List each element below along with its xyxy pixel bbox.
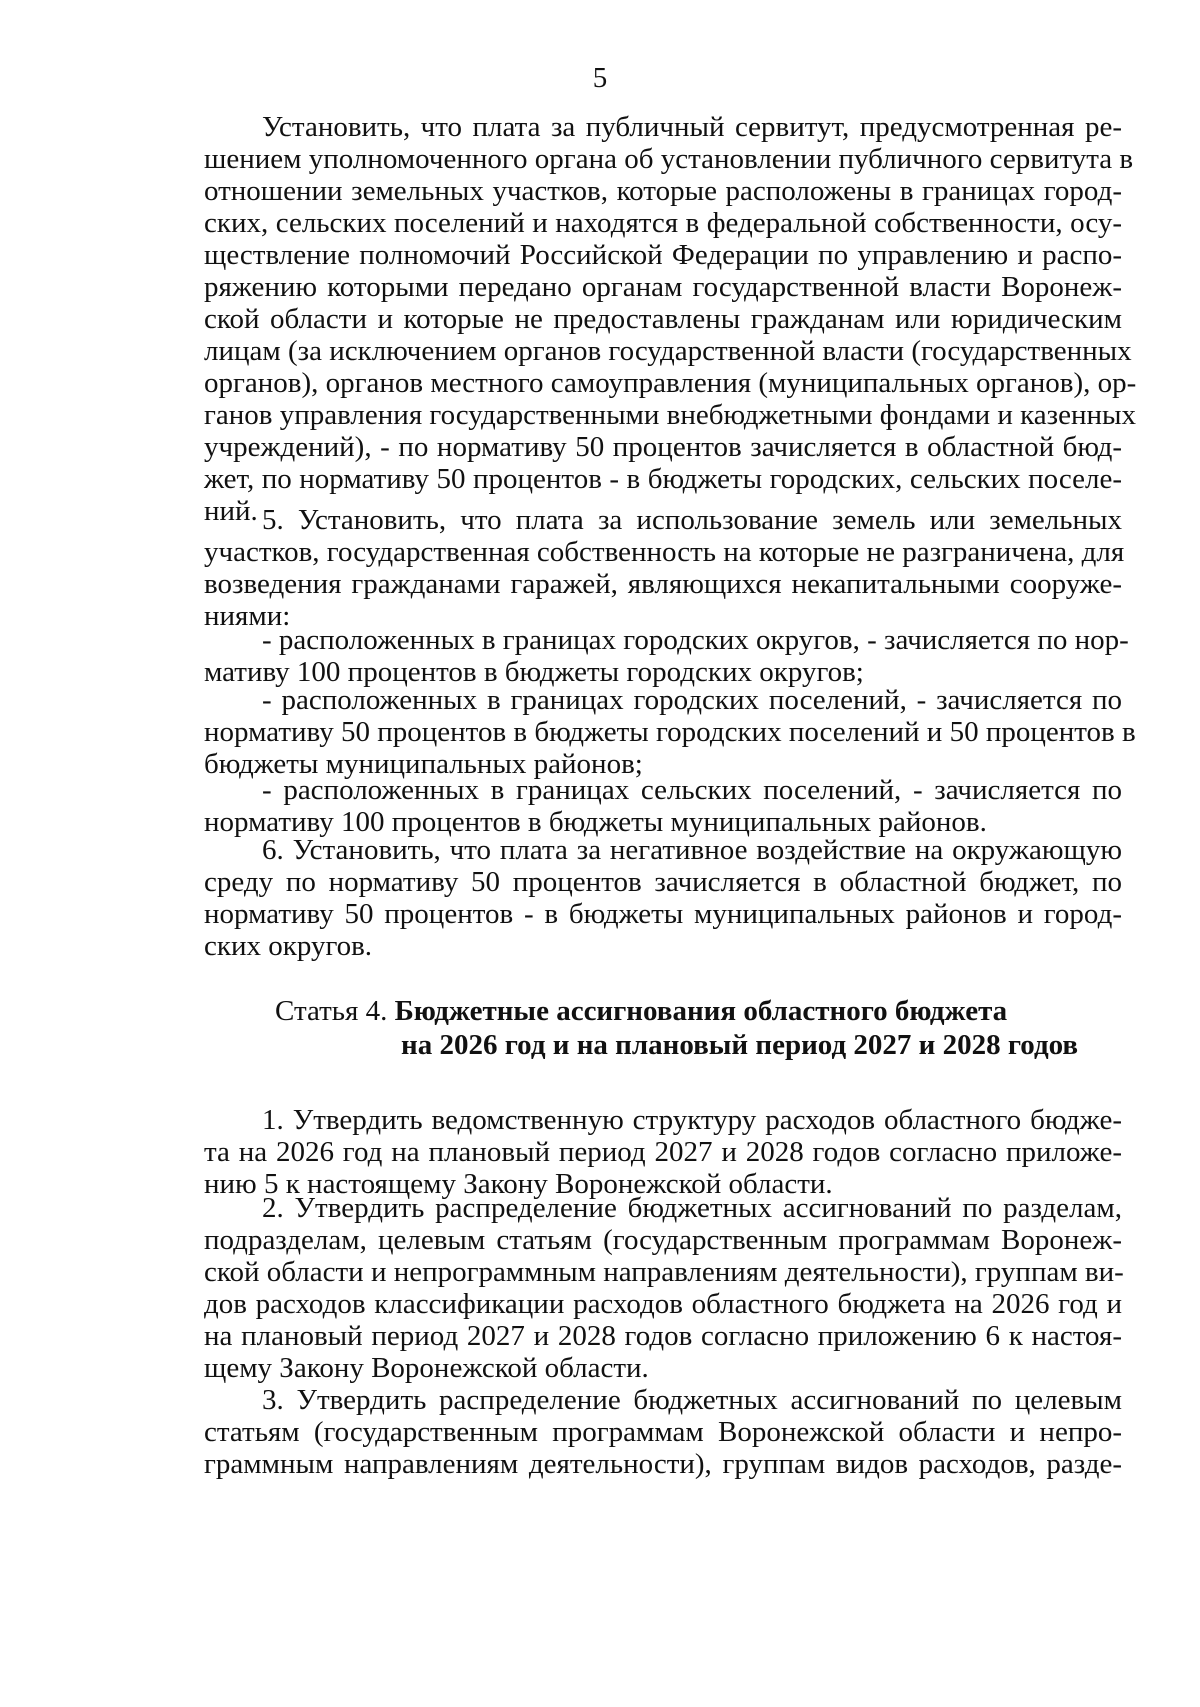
- article-heading-line2: [0, 1028, 1200, 1062]
- text-line: граммным направлениям деятельности), группам видов расходов, разде-: [204, 1448, 1122, 1480]
- text-line: ниями:: [204, 600, 291, 632]
- text-line: ществление полномочий Российской Федерации по управлению и распо-: [204, 239, 1122, 271]
- article-title-line1: Бюджетные ассигнования областного бюджета: [394, 995, 1008, 1027]
- text-line: 2. Утвердить распределение бюджетных ассигнований по разделам,: [262, 1192, 1122, 1224]
- page-number: 5: [592, 62, 608, 94]
- text-line: среду по нормативу 50 процентов зачисляется в областной бюджет, по: [204, 866, 1122, 898]
- article-heading-line1: [0, 994, 1200, 1028]
- text-line: ганов управления государственными внебюджетными фондами и казенных: [204, 399, 1136, 431]
- item-5: [204, 504, 1125, 632]
- text-line: та на 2026 год на плановый период 2027 и 2028 годов согласно приложе-: [204, 1136, 1122, 1168]
- text-line: на плановый период 2027 и 2028 годов согласно приложению 6 к настоя-: [204, 1320, 1122, 1352]
- text-line: участков, государственная собственность на которые не разграничена, для: [204, 536, 1125, 568]
- text-line: дов расходов классификации расходов областного бюджета на 2026 год и: [204, 1288, 1122, 1320]
- text-line: - расположенных в границах городских округов, - зачисляется по нор-: [262, 624, 1129, 656]
- text-line: статьям (государственным программам Воронежской области и непро-: [204, 1416, 1122, 1448]
- text-line: шением уполномоченного органа об установлении публичного сервитута в: [204, 143, 1134, 175]
- item-5-sub-1: [204, 624, 1129, 688]
- text-line: нормативу 100 процентов в бюджеты муниципальных районов.: [204, 806, 987, 838]
- text-line: - расположенных в границах сельских поселений, - зачисляется по: [262, 774, 1122, 806]
- item-6: [204, 834, 1122, 962]
- article-item-2: [204, 1192, 1122, 1384]
- text-line: щему Закону Воронежской области.: [204, 1352, 649, 1384]
- text-line: отношении земельных участков, которые расположены в границах город-: [204, 175, 1122, 207]
- text-line: ской области и непрограммным направлениям деятельности), группам ви-: [204, 1256, 1124, 1288]
- text-line: ской области и которые не предоставлены гражданам или юридическим: [204, 303, 1122, 335]
- text-line: бюджеты муниципальных районов;: [204, 748, 643, 780]
- text-line: мативу 100 процентов в бюджеты городских округов;: [204, 656, 864, 688]
- text-line: - расположенных в границах городских поселений, - зачисляется по: [262, 684, 1122, 716]
- item-5-sub-3: [204, 774, 1122, 838]
- text-line: 3. Утвердить распределение бюджетных ассигнований по целевым: [262, 1384, 1122, 1416]
- text-line: учреждений), - по нормативу 50 процентов зачисляется в областной бюд-: [204, 431, 1122, 463]
- text-line: 5. Установить, что плата за использование земель или земельных: [262, 504, 1122, 536]
- text-line: органов), органов местного самоуправления (муниципальных органов), ор-: [204, 367, 1137, 399]
- item-5-sub-2: [204, 684, 1136, 780]
- text-line: ских, сельских поселений и находятся в федеральной собственности, осу-: [204, 207, 1122, 239]
- text-line: ний.: [204, 495, 258, 527]
- text-line: нормативу 50 процентов в бюджеты городских поселений и 50 процентов в: [204, 716, 1136, 748]
- paragraph-intro: [204, 111, 1137, 527]
- article-item-1: [204, 1104, 1122, 1200]
- text-line: 6. Установить, что плата за негативное воздействие на окружающую: [262, 834, 1122, 866]
- text-line: подразделам, целевым статьям (государственным программам Воронеж-: [204, 1224, 1122, 1256]
- text-line: 1. Утвердить ведомственную структуру расходов областного бюдже-: [262, 1104, 1122, 1136]
- text-line: нормативу 50 процентов - в бюджеты муниципальных районов и город-: [204, 898, 1122, 930]
- text-line: жет, по нормативу 50 процентов - в бюджеты городских, сельских поселе-: [204, 463, 1122, 495]
- article-prefix: Статья 4.: [275, 995, 388, 1027]
- text-line: ряжению которыми передано органам государственной власти Воронеж-: [204, 271, 1122, 303]
- text-line: возведения гражданами гаражей, являющихся некапитальными сооруже-: [204, 568, 1122, 600]
- text-line: лицам (за исключением органов государственной власти (государственных: [204, 335, 1132, 367]
- article-title-line2: на 2026 год и на плановый период 2027 и 2028 годов: [401, 1029, 1079, 1061]
- text-line: нию 5 к настоящему Закону Воронежской области.: [204, 1168, 833, 1200]
- text-line: Установить, что плата за публичный сервитут, предусмотренная ре-: [262, 111, 1122, 143]
- article-item-3: [204, 1384, 1122, 1480]
- text-line: ских округов.: [204, 930, 373, 962]
